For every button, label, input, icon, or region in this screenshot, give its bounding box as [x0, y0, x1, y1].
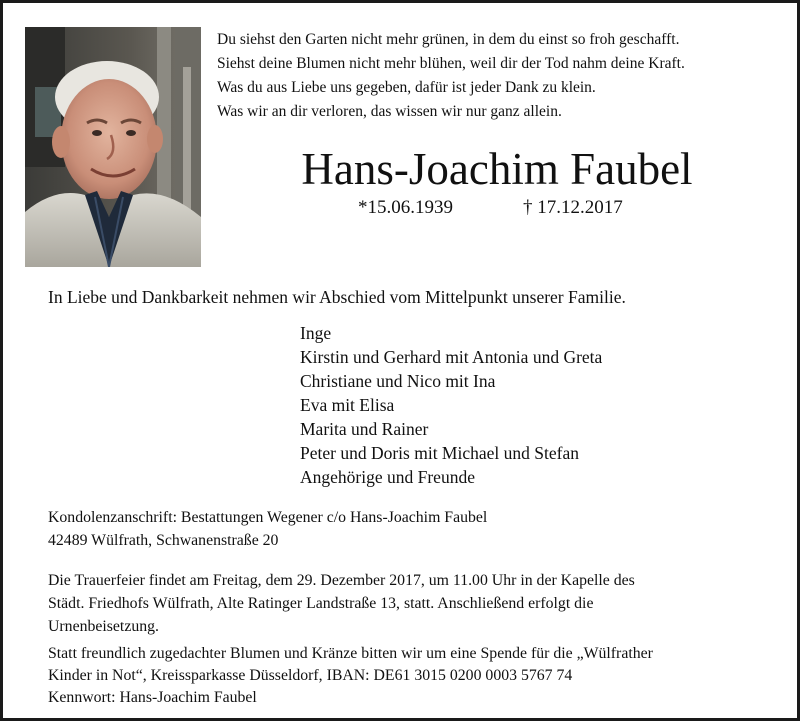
poem-line: Was du aus Liebe uns gegeben, dafür ist jeder Dank zu klein. [217, 79, 596, 96]
mourner-entry: Inge [300, 323, 332, 343]
poem-line: Du siehst den Garten nicht mehr grünen, in dem du einst so froh geschafft. [217, 31, 680, 48]
deceased-name: Hans-Joachim Faubel [301, 144, 693, 194]
death-date: † 17.12.2017 [523, 197, 623, 218]
funeral-line: Urnenbeisetzung. [48, 618, 159, 635]
mourner-entry: Eva mit Elisa [300, 395, 395, 415]
donation-line: Kinder in Not“, Kreissparkasse Düsseldorf, IBAN: DE61 3015 0200 0003 5767 74 [48, 667, 573, 684]
farewell-statement: In Liebe und Dankbarkeit nehmen wir Abschied vom Mittelpunkt unserer Familie. [48, 287, 626, 307]
mourner-entry: Christiane und Nico mit Ina [300, 371, 496, 391]
condolence-address [48, 506, 487, 552]
mourner-entry: Marita und Rainer [300, 419, 429, 439]
donation-request [48, 643, 778, 709]
donation-line: Kennwort: Hans-Joachim Faubel [48, 689, 257, 706]
poem-line: Was wir an dir verloren, das wissen wir nur ganz allein. [217, 103, 562, 120]
address-line: Kondolenzanschrift: Bestattungen Wegener c/o Hans-Joachim Faubel [48, 509, 488, 526]
poem [217, 28, 792, 124]
mourner-entry: Peter und Doris mit Michael und Stefan [300, 443, 579, 463]
mourners-list [300, 321, 602, 489]
mourner-entry: Angehörige und Freunde [300, 467, 475, 487]
funeral-details [48, 569, 768, 638]
donation-line: Statt freundlich zugedachter Blumen und Kränze bitten wir um eine Spende für die „Wülfrather [48, 645, 653, 662]
funeral-line: Die Trauerfeier findet am Freitag, dem 29. Dezember 2017, um 11.00 Uhr in der Kapelle des [48, 572, 635, 589]
birth-date: *15.06.1939 [358, 197, 453, 218]
mourner-entry: Kirstin und Gerhard mit Antonia und Greta [300, 347, 603, 367]
address-line: 42489 Wülfrath, Schwanenstraße 20 [48, 532, 279, 549]
poem-line: Siehst deine Blumen nicht mehr blühen, weil dir der Tod nahm deine Kraft. [217, 55, 685, 72]
portrait-photo [25, 27, 201, 267]
funeral-line: Städt. Friedhofs Wülfrath, Alte Ratinger Landstraße 13, statt. Anschließend erfolgt die [48, 595, 594, 612]
